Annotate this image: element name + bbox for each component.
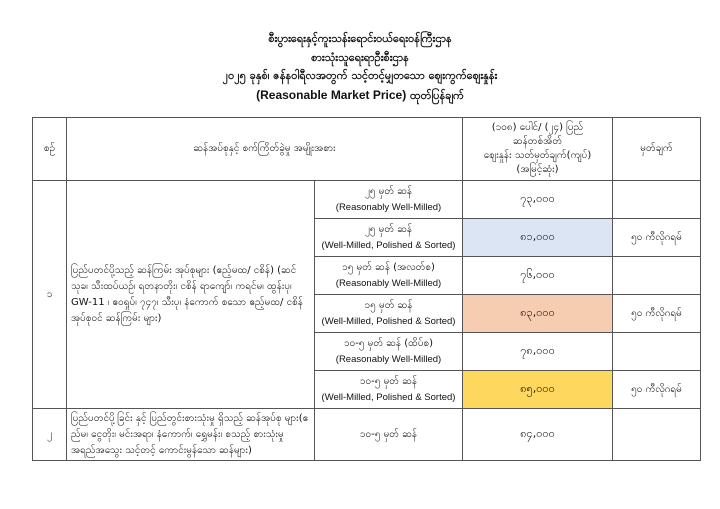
grade-myanmar: ၂၅ မှတ် ဆန် [364,223,413,235]
document-header [0,30,720,105]
price-cell: ၇၃,၀၀၀ [463,181,613,219]
header-type: ဆန်အပ်စုနှင့် စက်ကြိတ်ခွဲမှု အမျိုးအစား [67,118,463,181]
grade-cell [315,371,463,409]
row-no: ၂ [33,409,67,461]
grade-english: (Reasonably Well-Milled) [335,353,442,365]
remark-cell [613,333,701,371]
remark-cell [613,257,701,295]
header-price [463,118,613,181]
table-header-row [33,118,701,181]
subtitle-myanmar: ထုတ်ပြန်ချက် [406,88,464,102]
grade-myanmar: ၁၅ မှတ် ဆန် [364,299,413,311]
price-cell-highlighted: ၈၁,၀၀၀ [463,219,613,257]
grade-cell [315,333,463,371]
header-price-line: (၁၀၈) ပေါင်/ (၂၄) ပြည် [491,122,584,133]
grade-myanmar: ၁၀-၅ မှတ် ဆန် [359,428,418,440]
price-cell: ၇၆,၀၀၀ [463,257,613,295]
grade-english: (Well-Milled, Polished & Sorted) [321,239,456,251]
grade-cell [315,409,463,461]
announcement-title: ၂၀၂၅ ခုနှစ်၊ ဇန်နဝါရီလအတွက် သင့်တင့်မျှတသော ဈေးကွက်ဈေးနှုန်း [222,69,498,82]
group-description: ပြည်ပတင်ပို့ခြင်း နှင့် ပြည်တွင်းစားသုံးမှု ရှိသည့် ဆန်အုပ်စု များ(ဧည်မ၊ ငွေတိုး၊ မင်းအရာ၊ နံကောက်၊ ရွှေမန်း၊ စသည့် စားသုံးမှု အရည်အသွေး သင့်တင့် ကောင်းမွန်သော ဆန်များ) [67,409,315,461]
table-row [33,181,701,219]
announcement-subtitle [0,86,720,106]
grade-cell [315,257,463,295]
grade-myanmar: ၂၅ မှတ် ဆန် [364,185,413,197]
header-remark: မှတ်ချက် [613,118,701,181]
department-title: စားသုံးသူရေးရာဦးစီးဌာန [311,50,409,64]
remark-cell: ၅၀ ကီလိုဂရမ် [613,371,701,409]
header-price-line: (အမြင့်ဆုံး) [516,164,559,175]
remark-cell [613,181,701,219]
grade-myanmar: ၁၀-၅ မှတ် ဆန် [359,375,418,387]
grade-cell [315,219,463,257]
row-no: ၁ [33,181,67,409]
price-cell: ၈၄,၀၀၀ [463,409,613,461]
header-price-line: ဆန်တစ်အိတ် [512,136,563,147]
grade-cell [315,181,463,219]
price-cell: ၇၈,၀၀၀ [463,333,613,371]
price-table [32,117,701,461]
subtitle-english: (Reasonable Market Price) [256,87,407,102]
grade-english: (Reasonably Well-Milled) [335,277,442,289]
grade-english: (Well-Milled, Polished & Sorted) [321,391,456,403]
grade-english: (Well-Milled, Polished & Sorted) [321,315,456,327]
table-row [33,409,701,461]
header-price-line: ဈေးနှုန်း သတ်မှတ်ချက်(ကျပ်) [483,150,592,161]
remark-cell: ၅၀ ကီလိုဂရမ် [613,219,701,257]
remark-cell: ၅၀ ကီလိုဂရမ် [613,295,701,333]
grade-myanmar: ၁၅ မှတ် ဆန် (အလတ်စ) [342,261,435,273]
price-cell-highlighted: ၈၅,၀၀၀ [463,371,613,409]
price-cell-highlighted: ၈၃,၀၀၀ [463,295,613,333]
remark-cell [613,409,701,461]
group-description: ပြည်ပတင်ပို့သည့် ဆန်ကြမ်း အုပ်စုများ (ဧည့်မထ/ ငစိန်) (ဆင်သုခ၊ သီးထပ်ယဉ်၊ ရတနာတိုး၊ ငစိန် ရာကျော်၊ ကရင်မ၊ ထွန်းပု၊ GW-11 ၊ ဧဝရှုပ်၊ ၇၄၇၊ သီးပု၊ နံကောက် စသော ဧည့်မထ/ ငစိန် အုပ်စုဝင် ဆန်ကြမ်း များ) [67,181,315,409]
ministry-title: စီးပွားရေးနှင့်ကူးသန်းရောင်းဝယ်ရေးဝန်ကြီးဌာန [268,32,452,45]
grade-cell [315,295,463,333]
grade-myanmar: ၁၀-၅ မှတ် ဆန် (ထိပ်စ) [343,337,434,349]
grade-english: (Reasonably Well-Milled) [335,201,442,213]
header-no: စဉ် [33,118,67,181]
